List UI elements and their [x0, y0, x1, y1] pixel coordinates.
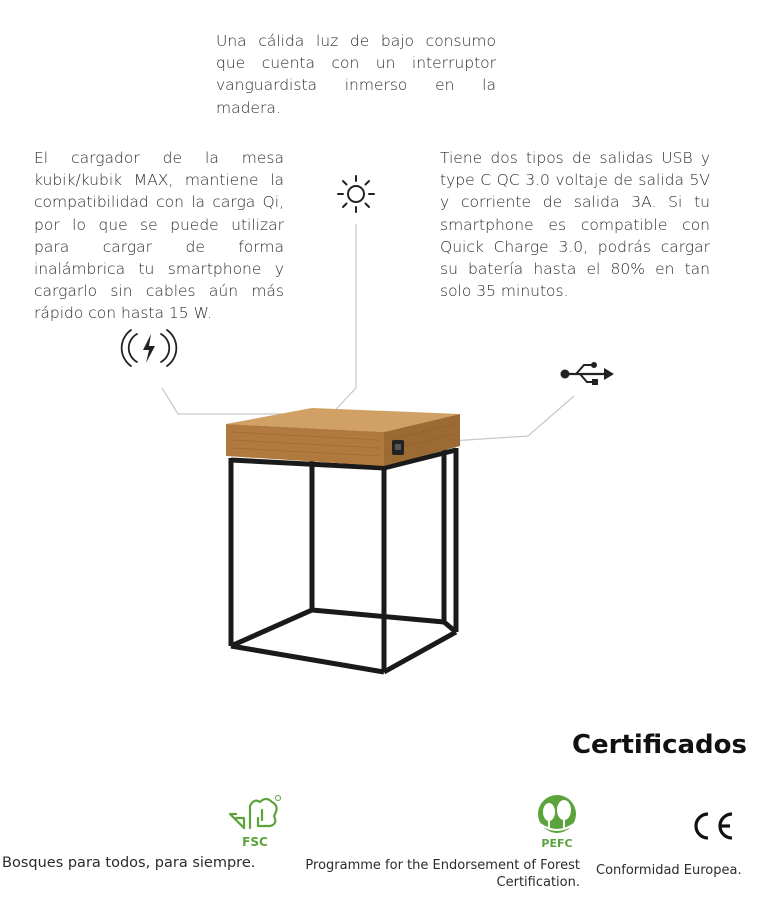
ce-logo-text: CE [690, 810, 692, 811]
fsc-caption: Bosques para todos, para siempre. [2, 855, 256, 871]
usb-feature-text: Tiene dos tipos de salidas USB y type C QC 3.0 voltaje de salida 5V y corriente de salida 3A. Si tu smartphone es compatible con Quick Charge 3.0, podrás cargar su batería hasta el 80% en tan solo 35 minutos. [440, 149, 710, 301]
ce-mark-icon [690, 810, 736, 842]
pefc-logo-text: PEFC [541, 837, 573, 850]
fsc-logo-icon [226, 792, 284, 850]
pefc-caption: Programme for the Endorsement of Forest Certification. [305, 858, 580, 890]
pefc-logo-icon [532, 794, 582, 850]
fsc-logo-text: FSC [242, 835, 268, 849]
ce-caption: Conformidad Europea. [596, 863, 742, 878]
light-feature-text: Una cálida luz de bajo consumo que cuenta con un interruptor vanguardista inmerso en la madera. [216, 32, 496, 117]
certificates-title: Certificados [571, 730, 747, 760]
wireless-feature-text: El cargador de la mesa kubik/kubik MAX, mantiene la compatibilidad con la carga Qi, por lo que se puede utilizar para cargar de forma inalámbrica tu smartphone y cargarlo sin cables aún más rápido con hasta 15 W. [34, 149, 284, 323]
